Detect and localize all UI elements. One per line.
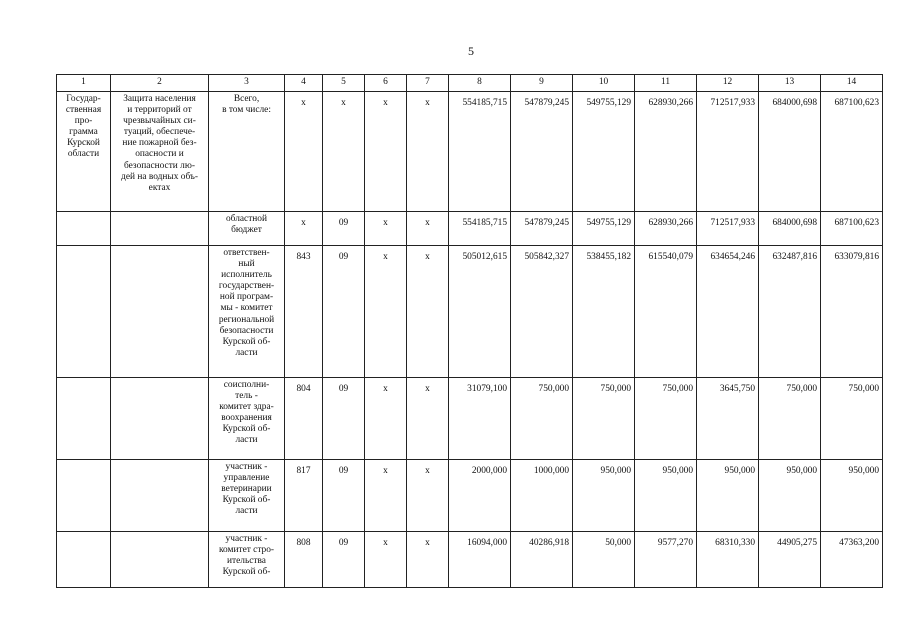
column-header-6: 6 xyxy=(365,75,407,92)
value-cell: 554185,715 xyxy=(449,92,511,212)
row-label: соисполни- тель - комитет здра- воохранения Курской об- ласти xyxy=(219,380,274,446)
code-cell-c6: x xyxy=(365,92,407,212)
value-cell: 538455,182 xyxy=(573,246,635,378)
code-cell-c6: x xyxy=(365,246,407,378)
code-cell-c5: 09 xyxy=(323,532,365,588)
value-cell: 950,000 xyxy=(697,460,759,532)
code-cell-c7: x xyxy=(407,92,449,212)
value-cell: 505012,615 xyxy=(449,246,511,378)
value-cell: 615540,079 xyxy=(635,246,697,378)
value-cell: 632487,816 xyxy=(759,246,821,378)
subject-cell xyxy=(111,532,209,588)
row-label: ответствен- ный исполнитель государствен- ной програм- мы - комитет региональной безопасности Курской об- ласти xyxy=(218,248,275,358)
column-header-7: 7 xyxy=(407,75,449,92)
value-cell: 950,000 xyxy=(759,460,821,532)
code-cell-c7: x xyxy=(407,246,449,378)
row-label: Всего, в том числе: xyxy=(222,94,271,116)
value-cell: 9577,270 xyxy=(635,532,697,588)
value-cell: 2000,000 xyxy=(449,460,511,532)
value-cell: 634654,246 xyxy=(697,246,759,378)
table-row xyxy=(57,378,883,460)
value-cell: 750,000 xyxy=(635,378,697,460)
code-cell-c7: x xyxy=(407,212,449,246)
column-header-12: 12 xyxy=(697,75,759,92)
value-cell: 628930,266 xyxy=(635,212,697,246)
value-cell: 750,000 xyxy=(759,378,821,460)
page-number: 5 xyxy=(468,44,474,58)
value-cell: 50,000 xyxy=(573,532,635,588)
value-cell: 3645,750 xyxy=(697,378,759,460)
subject-name: Защита населения и территорий от чрезвычайных си- туаций, обеспече- ние пожарной без- опасности и безопасности лю- дей на водных объ- ектах xyxy=(121,94,198,193)
value-cell: 712517,933 xyxy=(697,92,759,212)
code-cell-c5: 09 xyxy=(323,212,365,246)
value-cell: 44905,275 xyxy=(759,532,821,588)
row-label-cell xyxy=(209,246,285,378)
program-cell xyxy=(57,378,111,460)
code-cell-c7: x xyxy=(407,378,449,460)
budget-table xyxy=(56,74,883,588)
column-header-3: 3 xyxy=(209,75,285,92)
code-cell-c5: 09 xyxy=(323,246,365,378)
program-cell xyxy=(57,532,111,588)
program-name: Государ- ственная про- грамма Курской области xyxy=(65,94,102,160)
value-cell: 633079,816 xyxy=(821,246,883,378)
value-cell: 547879,245 xyxy=(511,92,573,212)
program-cell xyxy=(57,246,111,378)
subject-cell xyxy=(111,246,209,378)
value-cell: 750,000 xyxy=(821,378,883,460)
subject-cell xyxy=(111,212,209,246)
program-cell xyxy=(57,212,111,246)
value-cell: 47363,200 xyxy=(821,532,883,588)
value-cell: 554185,715 xyxy=(449,212,511,246)
code-cell-c4: 808 xyxy=(285,532,323,588)
column-header-11: 11 xyxy=(635,75,697,92)
program-cell xyxy=(57,460,111,532)
column-header-4: 4 xyxy=(285,75,323,92)
code-cell-c6: x xyxy=(365,460,407,532)
row-label-cell xyxy=(209,212,285,246)
value-cell: 687100,623 xyxy=(821,212,883,246)
value-cell: 549755,129 xyxy=(573,92,635,212)
value-cell: 684000,698 xyxy=(759,92,821,212)
column-header-5: 5 xyxy=(323,75,365,92)
table-row xyxy=(57,532,883,588)
value-cell: 750,000 xyxy=(511,378,573,460)
column-header-8: 8 xyxy=(449,75,511,92)
column-header-14: 14 xyxy=(821,75,883,92)
row-label: участник - комитет стро- ительства Курской об- xyxy=(218,534,275,578)
value-cell: 505842,327 xyxy=(511,246,573,378)
value-cell: 68310,330 xyxy=(697,532,759,588)
subject-cell xyxy=(111,92,209,212)
code-cell-c5: 09 xyxy=(323,460,365,532)
value-cell: 547879,245 xyxy=(511,212,573,246)
table-row xyxy=(57,92,883,212)
code-cell-c4: x xyxy=(285,212,323,246)
code-cell-c6: x xyxy=(365,378,407,460)
table-row xyxy=(57,460,883,532)
code-cell-c4: 817 xyxy=(285,460,323,532)
row-label-cell xyxy=(209,460,285,532)
program-cell xyxy=(57,92,111,212)
row-label: участник - управление ветеринарии Курской об- ласти xyxy=(221,462,272,517)
subject-cell xyxy=(111,378,209,460)
value-cell: 628930,266 xyxy=(635,92,697,212)
row-label-cell xyxy=(209,532,285,588)
table-row xyxy=(57,246,883,378)
value-cell: 1000,000 xyxy=(511,460,573,532)
code-cell-c7: x xyxy=(407,460,449,532)
value-cell: 16094,000 xyxy=(449,532,511,588)
subject-cell xyxy=(111,460,209,532)
value-cell: 950,000 xyxy=(635,460,697,532)
code-cell-c4: x xyxy=(285,92,323,212)
header-row xyxy=(57,75,883,92)
code-cell-c4: 804 xyxy=(285,378,323,460)
column-header-9: 9 xyxy=(511,75,573,92)
row-label: областной бюджет xyxy=(225,214,268,236)
value-cell: 684000,698 xyxy=(759,212,821,246)
code-cell-c4: 843 xyxy=(285,246,323,378)
code-cell-c7: x xyxy=(407,532,449,588)
value-cell: 750,000 xyxy=(573,378,635,460)
code-cell-c5: 09 xyxy=(323,378,365,460)
code-cell-c6: x xyxy=(365,532,407,588)
value-cell: 712517,933 xyxy=(697,212,759,246)
value-cell: 31079,100 xyxy=(449,378,511,460)
value-cell: 687100,623 xyxy=(821,92,883,212)
column-header-10: 10 xyxy=(573,75,635,92)
column-header-2: 2 xyxy=(111,75,209,92)
column-header-13: 13 xyxy=(759,75,821,92)
code-cell-c6: x xyxy=(365,212,407,246)
row-label-cell xyxy=(209,378,285,460)
value-cell: 549755,129 xyxy=(573,212,635,246)
value-cell: 40286,918 xyxy=(511,532,573,588)
value-cell: 950,000 xyxy=(573,460,635,532)
row-label-cell xyxy=(209,92,285,212)
code-cell-c5: x xyxy=(323,92,365,212)
table-row xyxy=(57,212,883,246)
column-header-1: 1 xyxy=(57,75,111,92)
value-cell: 950,000 xyxy=(821,460,883,532)
